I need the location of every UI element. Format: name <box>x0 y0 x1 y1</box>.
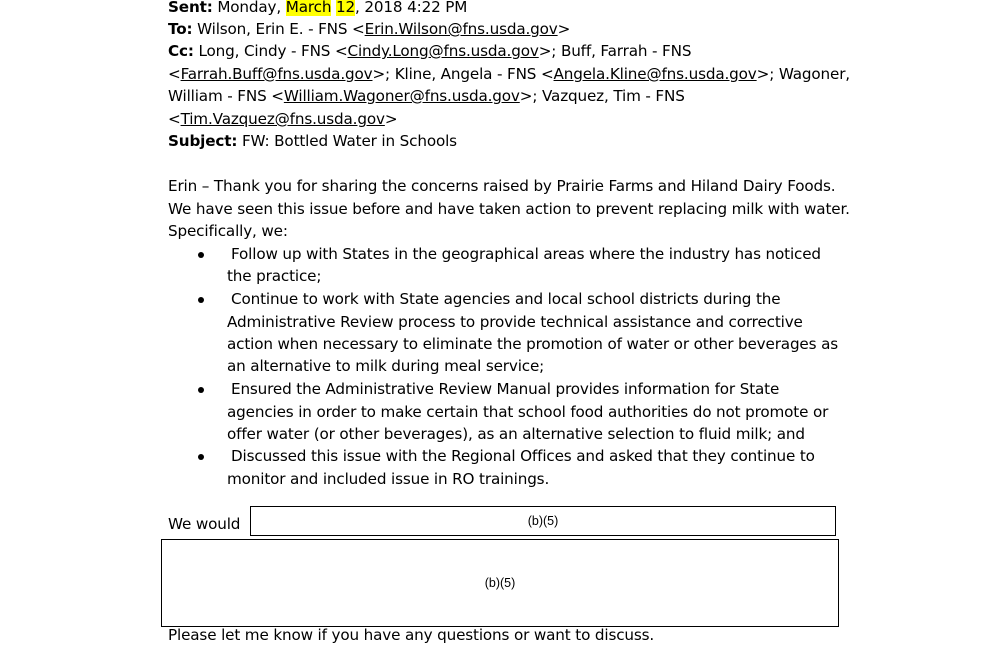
subject-text: FW: Bottled Water in Schools <box>241 132 457 150</box>
bullet-line: action when necessary to eliminate the promotion of water or other beverages as <box>227 335 838 353</box>
sent-text-pre: Monday, <box>217 0 286 16</box>
cc-label: Cc: <box>168 42 194 60</box>
bullet-line: offer water (or other beverages), as an alternative selection to fluid milk; and <box>227 425 805 443</box>
sent-text-post: , 2018 4:22 PM <box>355 0 468 16</box>
cc5-open: < <box>168 110 181 128</box>
bullet-dot <box>198 387 204 393</box>
closing-line: Please let me know if you have any questions or want to discuss. <box>168 626 655 644</box>
cc-line-1 <box>168 40 691 62</box>
to-line <box>168 18 570 40</box>
redaction-box: (b)(5) <box>250 506 836 536</box>
sent-highlight-month: March <box>285 0 332 16</box>
cc2-after: >; Kline, Angela - FNS < <box>372 65 554 83</box>
cc-line-3 <box>168 85 685 107</box>
bullet-line: monitor and included issue in RO trainings. <box>227 470 550 488</box>
redaction-box: (b)(5) <box>161 539 839 627</box>
sent-line <box>168 0 467 18</box>
bullet-line: Follow up with States in the geographical areas where the industry has noticed <box>231 245 821 263</box>
subject-label: Subject: <box>168 132 238 150</box>
sent-highlight-day: 12 <box>335 0 356 16</box>
bullet-line: Administrative Review process to provide technical assistance and corrective <box>227 313 803 331</box>
to-name: Wilson, Erin E. - FNS < <box>197 20 365 38</box>
cc3-after: >; Wagoner, <box>756 65 850 83</box>
cc2-open: < <box>168 65 181 83</box>
bullet-dot <box>198 454 204 460</box>
bullet-dot <box>198 252 204 258</box>
to-label: To: <box>168 20 193 38</box>
cc4-after: >; Vazquez, Tim - FNS <box>519 87 685 105</box>
cc5-close: > <box>384 110 398 128</box>
cc4-email-link[interactable]: William.Wagoner@fns.usda.gov <box>283 87 520 105</box>
to-close: > <box>557 20 571 38</box>
para1-line: We have seen this issue before and have taken action to prevent replacing milk with water. <box>168 200 850 218</box>
subject-line <box>168 130 457 152</box>
cc-line-2 <box>168 63 850 85</box>
cc2-email-link[interactable]: Farrah.Buff@fns.usda.gov <box>180 65 373 83</box>
cc4-name: William - FNS < <box>168 87 284 105</box>
bullet-line: Continue to work with State agencies and local school districts during the <box>231 290 781 308</box>
cc1-email-link[interactable]: Cindy.Long@fns.usda.gov <box>347 42 539 60</box>
bullet-line: agencies in order to make certain that school food authorities do not promote or <box>227 403 829 421</box>
to-email-link[interactable]: Erin.Wilson@fns.usda.gov <box>364 20 558 38</box>
para1-line: Specifically, we: <box>168 222 288 240</box>
cc1-after: >; Buff, Farrah - FNS <box>538 42 692 60</box>
para1-line: Erin – Thank you for sharing the concerns raised by Prairie Farms and Hiland Dairy Foods. <box>168 177 836 195</box>
we-would-text: We would <box>168 515 241 533</box>
cc5-email-link[interactable]: Tim.Vazquez@fns.usda.gov <box>180 110 385 128</box>
bullet-line: Discussed this issue with the Regional Offices and asked that they continue to <box>231 447 815 465</box>
cc-line-4 <box>168 108 397 130</box>
bullet-line: the practice; <box>227 267 322 285</box>
cc3-email-link[interactable]: Angela.Kline@fns.usda.gov <box>553 65 757 83</box>
bullet-line: Ensured the Administrative Review Manual provides information for State <box>231 380 780 398</box>
cc1-name: Long, Cindy - FNS < <box>198 42 348 60</box>
bullet-dot <box>198 297 204 303</box>
sent-label: Sent: <box>168 0 213 16</box>
bullet-line: an alternative to milk during meal service; <box>227 357 545 375</box>
